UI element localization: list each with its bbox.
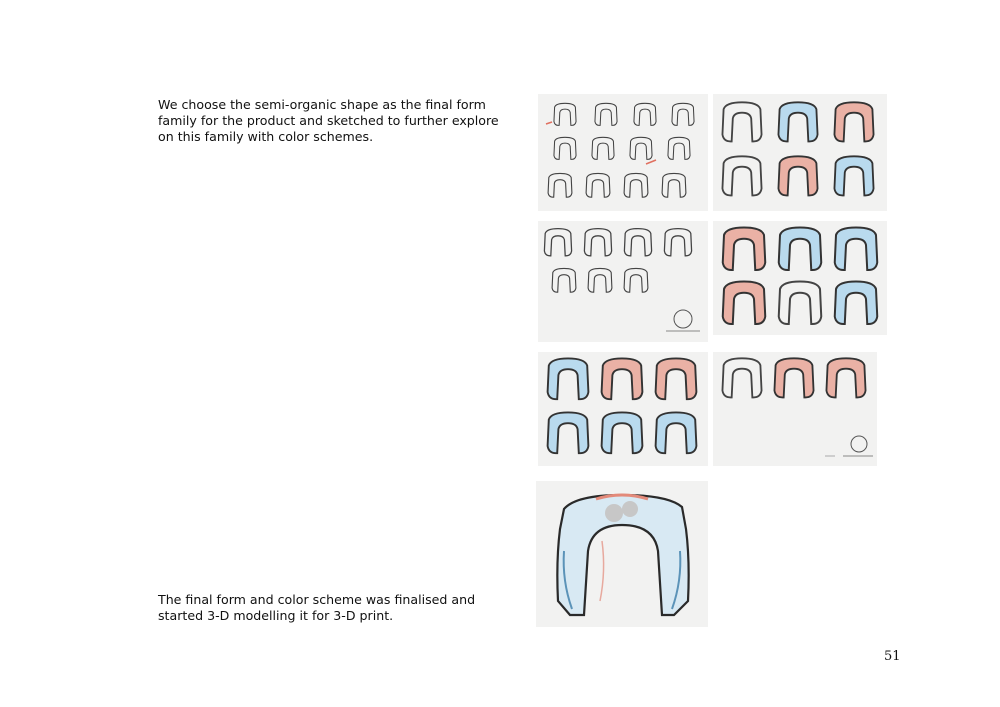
form-refinement-sheet [538,221,708,342]
final-color-variations-sheet [538,352,708,466]
conclusion-paragraph: The final form and color scheme was finalised and started 3-D modelling it for 3-D print. [158,592,476,623]
intro-paragraph: We choose the semi-organic shape as the final form family for the product and sketched to further explore on this family with color schemes. [158,97,499,144]
page-number: 51 [884,649,901,664]
red-blue-color-study-sheet [713,221,887,335]
color-scheme-study-sheet [713,94,887,211]
pencil-form-study-sheet [538,94,708,211]
final-form-sketch [536,481,708,627]
color-variation-sheet [713,352,877,466]
